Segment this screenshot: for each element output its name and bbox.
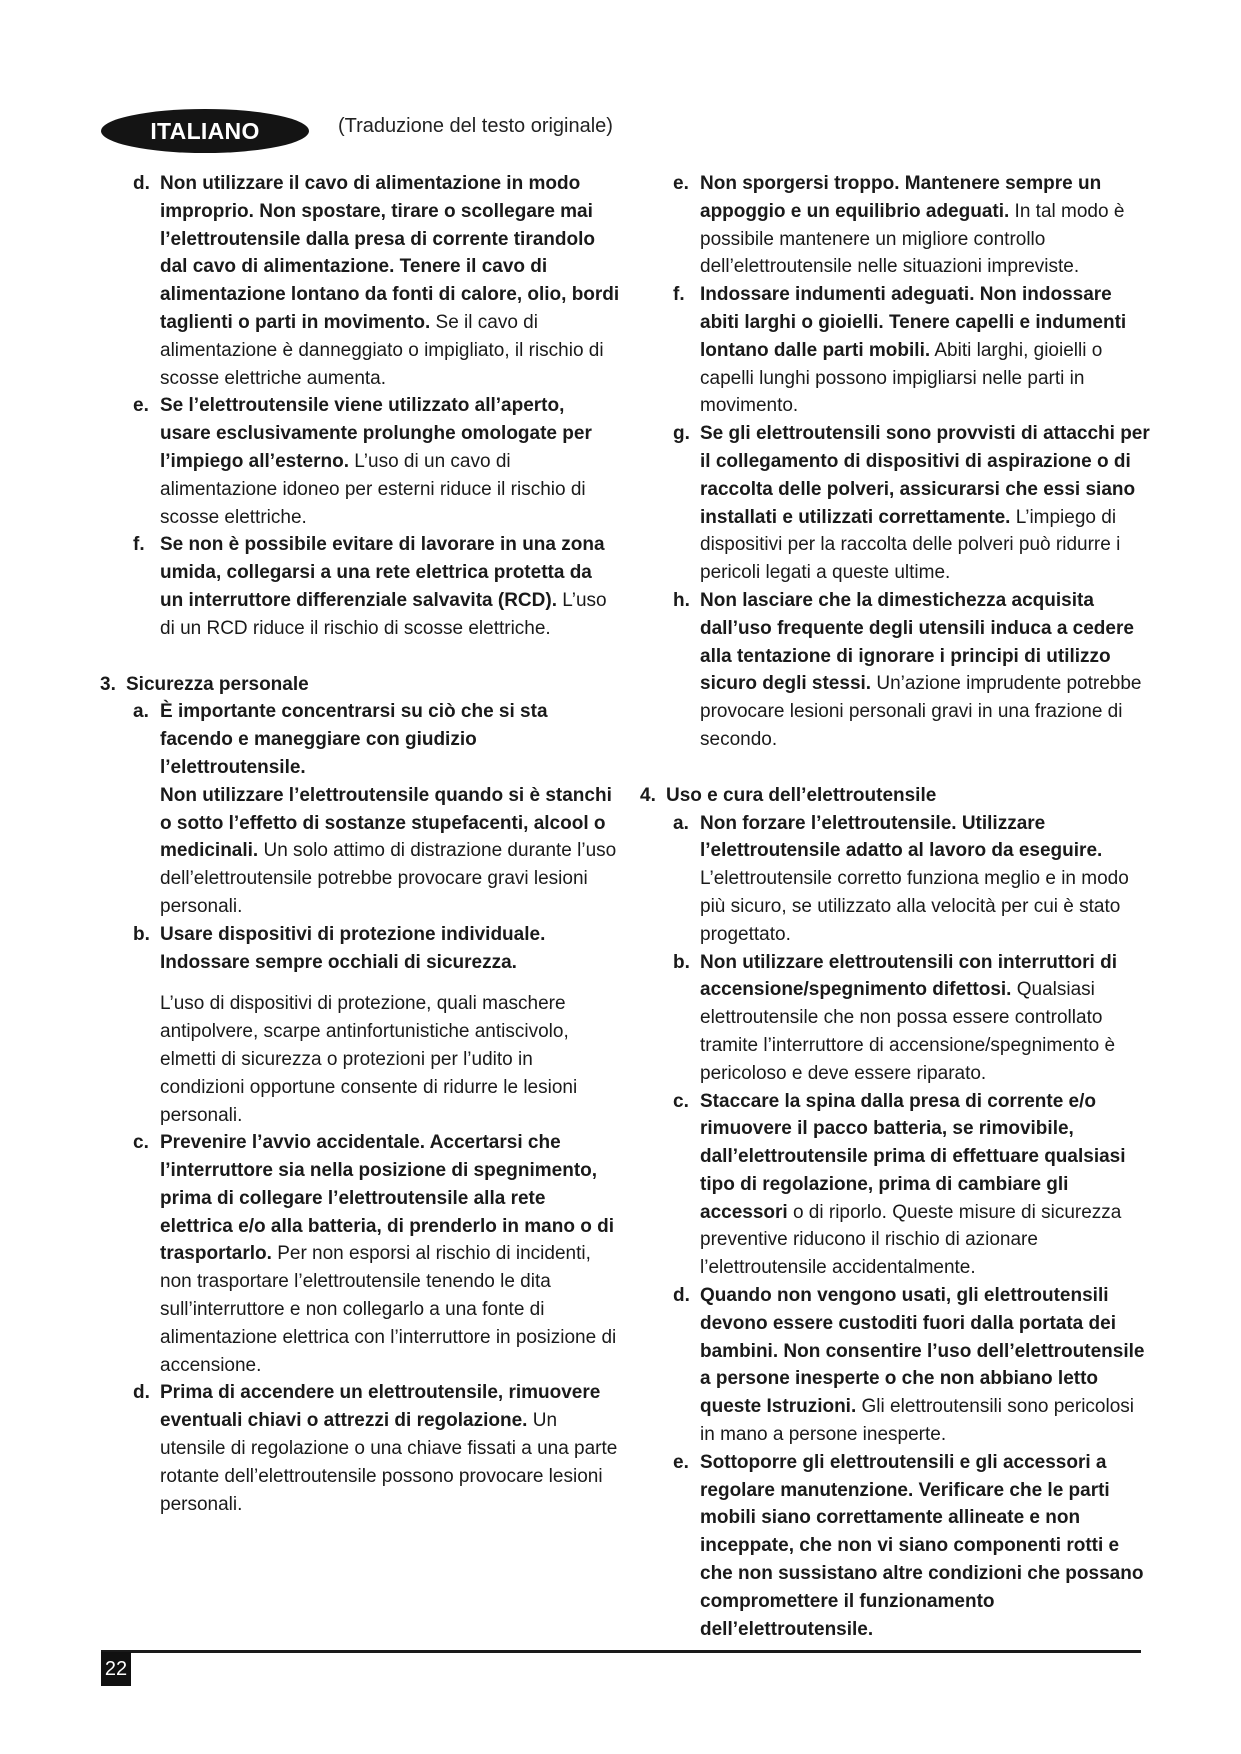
item-bold-text: Se non è possibile evitare di lavorare in una zona umida, collegarsi a una rete elettrica protetta da un interruttore differenziale salvavita (RCD). [160,534,605,611]
item-bold-text: Indossare indumenti adeguati. Non indossare abiti larghi o gioielli. Tenere capelli e indumenti lontano dalle parti mobili. [700,284,1127,361]
item-bold-text: Non utilizzare l’elettroutensile quando si è stanchi o sotto l’effetto di sostanze stupefacenti, alcool o medicinali. [160,784,612,862]
list-item [100,1129,620,1379]
footer-divider [101,1650,1141,1653]
item-bold-text: Non lasciare che la dimestichezza acquisita dall’uso frequente degli utensili induca a cedere alla tentazione di ignorare i principi di utilizzo sicuro degli stessi. [700,589,1134,695]
item-text: L’elettroutensile corretto funziona meglio e in modo più sicuro, se utilizzato alla velocità per cui è stato progettato. [700,868,1129,945]
item-text: L’uso di dispositivi di protezione, quali maschere antipolvere, scarpe antinfortunistiche antiscivolo, elmetti di sicurezza o protezioni per l’udito in condizioni opportune consente di ridurre le lesioni personali. [160,993,578,1126]
item-label: h. [673,589,690,611]
item-label: a. [673,812,689,834]
item-label: b. [133,923,150,945]
list-item [640,1282,1150,1449]
item-text: Qualsiasi elettroutensile che non possa essere controllato tramite l’interruttore di accensione/spegnimento è pericoloso e deve essere riparato. [700,979,1116,1084]
item-bold-text: Non forzare l’elettroutensile. Utilizzare l’elettroutensile adatto al lavoro da eseguire. [700,812,1103,862]
item-label: e. [673,1451,689,1473]
item-bold-text: Non sporgersi troppo. Mantenere sempre un appoggio e un equilibrio adeguati. [700,173,1102,222]
item-label: d. [673,1285,690,1307]
list-item-continuation [640,865,1150,948]
item-bold-text: Staccare la spina dalla presa di corrente e/o rimuovere il pacco batteria, se rimovibile, dall’elettroutensile prima di effettuare qualsiasi tipo di regolazione, prima di cambiare gli accessori [700,1090,1126,1223]
list-item [100,921,620,977]
list-item [100,698,620,781]
item-text: Per non esporsi al rischio di incidenti, non trasportare l’elettroutensile tenendo le dita sull’interruttore e non collegarlo a una fonte di alimentazione elettrica con l’interruttore in posizione di accensione. [160,1243,617,1376]
item-text: Un solo attimo di distrazione durante l’uso dell’elettroutensile potrebbe provocare gravi lesioni personali. [160,840,617,917]
section-title: Sicurezza personale [126,673,309,695]
item-bold-text: Non utilizzare il cavo di alimentazione in modo improprio. Non spostare, tirare o scollegare mai l’elettroutensile dalla presa di corrente tirandolo dal cavo di alimentazione. Tenere il cavo di alimentazione lontano da fonti di calore, olio, bordi taglienti o parti in movimento. [160,173,620,333]
item-text: Gli elettroutensili sono pericolosi in mano a persone inesperte. [700,1396,1134,1446]
list-item [640,949,1150,1088]
page-number: 22 [101,1652,131,1686]
item-text: L’uso di un RCD riduce il rischio di scosse elettriche. [160,589,607,639]
item-text: In tal modo è possibile mantenere un migliore controllo dell’elettroutensile nelle situazioni impreviste. [700,200,1125,278]
item-bold-text: Non utilizzare elettroutensili con interruttori di accensione/spegnimento difettosi. [700,951,1117,1001]
section-title: Uso e cura dell’elettroutensile [666,784,937,806]
item-label: f. [673,284,685,306]
list-item [640,170,1150,281]
list-item [640,281,1150,420]
left-column [100,170,620,1518]
item-text: Se il cavo di alimentazione è danneggiato o impigliato, il rischio di scosse elettriche aumenta. [160,311,604,389]
item-label: e. [673,173,689,194]
list-item [640,1088,1150,1283]
item-bold-text: È importante concentrarsi su ciò che si sta facendo e maneggiare con giudizio l’elettroutensile. [160,701,548,778]
item-label: d. [133,1382,150,1404]
list-item [640,420,1150,587]
item-bold-text: Quando non vengono usati, gli elettroutensili devono essere custoditi fuori dalla portata dei bambini. Non consentire l’uso dell’elettroutensile a persone inesperte o che non abbiano letto queste Istruzioni. [700,1285,1145,1418]
list-item [100,531,620,642]
item-text: L’uso di un cavo di alimentazione idoneo per esterni riduce il rischio di scosse elettriche. [160,450,586,528]
item-label: g. [673,423,690,445]
item-label: e. [133,395,149,417]
item-bold-text: Sottoporre gli elettroutensili e gli accessori a regolare manutenzione. Verificare che le parti mobili siano correttamente allineate e non inceppate, che non vi siano componenti rotti e che non sussistano altre condizioni che possano compromettere il funzionamento dell’elettroutensile. [700,1451,1144,1640]
item-label: c. [133,1132,149,1154]
item-label: f. [133,534,145,556]
list-item [100,1379,620,1518]
section-heading [640,782,1150,810]
item-label: b. [673,951,690,973]
language-badge: ITALIANO [101,109,309,153]
section-number: 3. [100,673,116,695]
list-item [100,392,620,531]
item-label: a. [133,701,149,723]
list-item-continuation [100,782,620,921]
right-column [640,170,1150,1643]
item-bold-text: Se l’elettroutensile viene utilizzato all’aperto, usare esclusivamente prolunghe omologate per l’impiego all’esterno. [160,395,592,472]
item-label: d. [133,173,150,194]
item-label: c. [673,1090,689,1112]
section-number: 4. [640,784,656,806]
item-bold-text: Prima di accendere un elettroutensile, rimuovere eventuali chiavi o attrezzi di regolazione. [160,1382,601,1432]
list-item [640,1449,1150,1644]
item-text: Un’azione imprudente potrebbe provocare lesioni personali gravi in una frazione di secondo. [700,673,1142,750]
list-item-continuation [100,990,620,1129]
section-heading [100,671,620,699]
item-bold-text: Usare dispositivi di protezione individuale. Indossare sempre occhiali di sicurezza. [160,923,546,973]
translation-note: (Traduzione del testo originale) [338,115,613,137]
item-text: Un utensile di regolazione o una chiave fissati a una parte rotante dell’elettroutensile possono provocare lesioni personali. [160,1410,618,1515]
item-bold-text: Se gli elettroutensili sono provvisti di attacchi per il collegamento di dispositivi di aspirazione o di raccolta delle polveri, assicurarsi che essi siano installati e utilizzati correttamente. [700,423,1150,528]
item-bold-text: Prevenire l’avvio accidentale. Accertarsi che l’interruttore sia nella posizione di spegnimento, prima di collegare l’elettroutensile alla rete elettrica e/o alla batteria, di prenderlo in mano o di trasportarlo. [160,1132,614,1265]
list-item [640,810,1150,866]
list-item [100,170,620,392]
list-item [640,587,1150,754]
item-text: o di riporlo. Queste misure di sicurezza preventive riducono il rischio di azionare l’elettroutensile accidentalmente. [700,1201,1122,1279]
item-text: Abiti larghi, gioielli o capelli lunghi possono impigliarsi nelle parti in movimento. [700,339,1103,417]
item-text: L’impiego di dispositivi per la raccolta delle polveri può ridurre i pericoli legati a queste ultime. [700,506,1121,584]
